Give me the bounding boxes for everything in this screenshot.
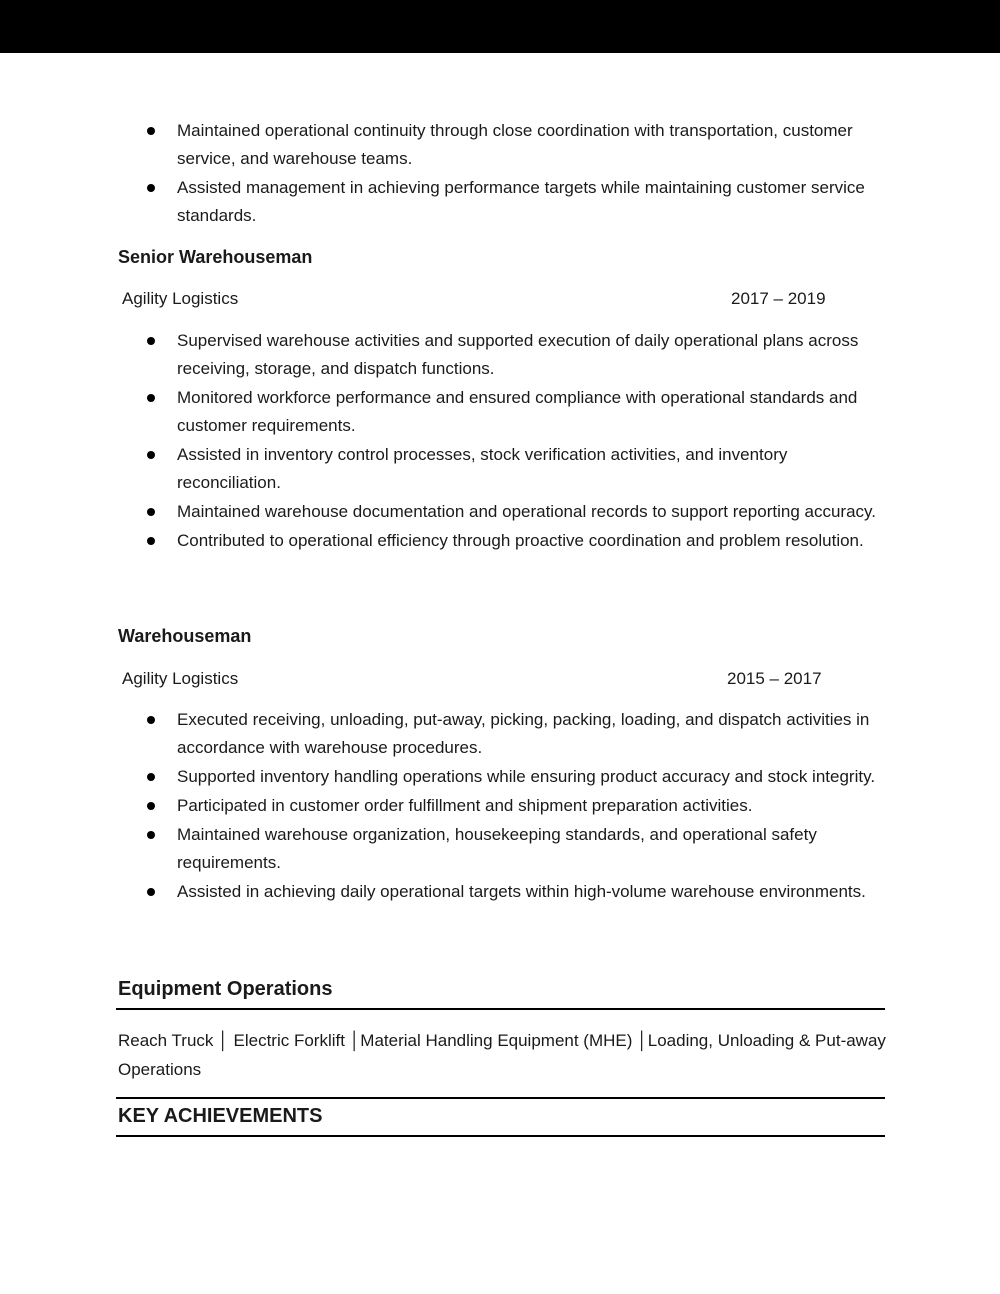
senior-warehouseman-bullet-list <box>0 327 1000 556</box>
bullet-text: Monitored workforce performance and ensured compliance with operational standards and customer requirements. <box>177 388 858 435</box>
list-item <box>0 792 877 820</box>
bullet-icon <box>147 394 155 402</box>
job-dates: 2015 – 2017 <box>727 669 822 688</box>
list-item <box>0 821 877 877</box>
bullet-text: Supervised warehouse activities and supported execution of daily operational plans across receiving, storage, and dispatch functions. <box>177 331 859 378</box>
bullet-text: Executed receiving, unloading, put-away, picking, packing, loading, and dispatch activities in accordance with warehouse procedures. <box>177 710 870 757</box>
list-item <box>0 327 877 383</box>
bullet-icon <box>147 337 155 345</box>
list-item <box>0 174 877 230</box>
bullet-text: Maintained warehouse organization, housekeeping standards, and operational safety requirements. <box>177 825 817 872</box>
bullet-icon <box>147 831 155 839</box>
bullet-text: Participated in customer order fulfillment and shipment preparation activities. <box>177 796 753 815</box>
job-dates: 2017 – 2019 <box>731 289 826 308</box>
bullet-icon <box>147 127 155 135</box>
bullet-icon <box>147 451 155 459</box>
list-item <box>0 441 877 497</box>
bullet-icon <box>147 716 155 724</box>
company-name: Agility Logistics <box>122 669 239 688</box>
bullet-icon <box>147 888 155 896</box>
bullet-icon <box>147 537 155 545</box>
bullet-text: Assisted in achieving daily operational targets within high-volume warehouse environments. <box>177 882 866 901</box>
prev-job-bullet-list <box>0 117 1000 231</box>
section-divider <box>116 1097 885 1099</box>
bullet-text: Contributed to operational efficiency through proactive coordination and problem resolution. <box>177 531 864 550</box>
list-item <box>0 498 877 526</box>
bullet-text: Maintained warehouse documentation and operational records to support reporting accuracy. <box>177 502 876 521</box>
list-item <box>0 117 877 173</box>
bullet-text: Assisted in inventory control processes, stock verification activities, and inventory reconciliation. <box>177 445 788 492</box>
equipment-list-text: Reach Truck │ Electric Forklift │Material Handling Equipment (MHE) │Loading, Unloading & Put-away Operations <box>118 1031 886 1079</box>
bullet-icon <box>147 773 155 781</box>
bullet-icon <box>147 184 155 192</box>
section-divider <box>116 1008 885 1010</box>
list-item <box>0 527 877 555</box>
warehouseman-bullet-list <box>0 706 1000 907</box>
bullet-text: Supported inventory handling operations while ensuring product accuracy and stock integrity. <box>177 767 876 786</box>
top-black-bar <box>0 0 1000 53</box>
bullet-icon <box>147 508 155 516</box>
list-item <box>0 878 877 906</box>
job-title-senior-warehouseman: Senior Warehouseman <box>118 247 313 267</box>
list-item <box>0 384 877 440</box>
bullet-icon <box>147 802 155 810</box>
job-title-warehouseman: Warehouseman <box>118 626 252 646</box>
section-heading-key-achievements: KEY ACHIEVEMENTS <box>118 1105 323 1127</box>
bullet-text: Maintained operational continuity through close coordination with transportation, customer service, and warehouse teams. <box>177 121 853 168</box>
section-heading-equipment-operations: Equipment Operations <box>118 978 333 1000</box>
list-item <box>0 763 877 791</box>
list-item <box>0 706 877 762</box>
bullet-text: Assisted management in achieving performance targets while maintaining customer service standards. <box>177 178 865 225</box>
company-name: Agility Logistics <box>122 289 239 308</box>
section-divider <box>116 1135 885 1137</box>
